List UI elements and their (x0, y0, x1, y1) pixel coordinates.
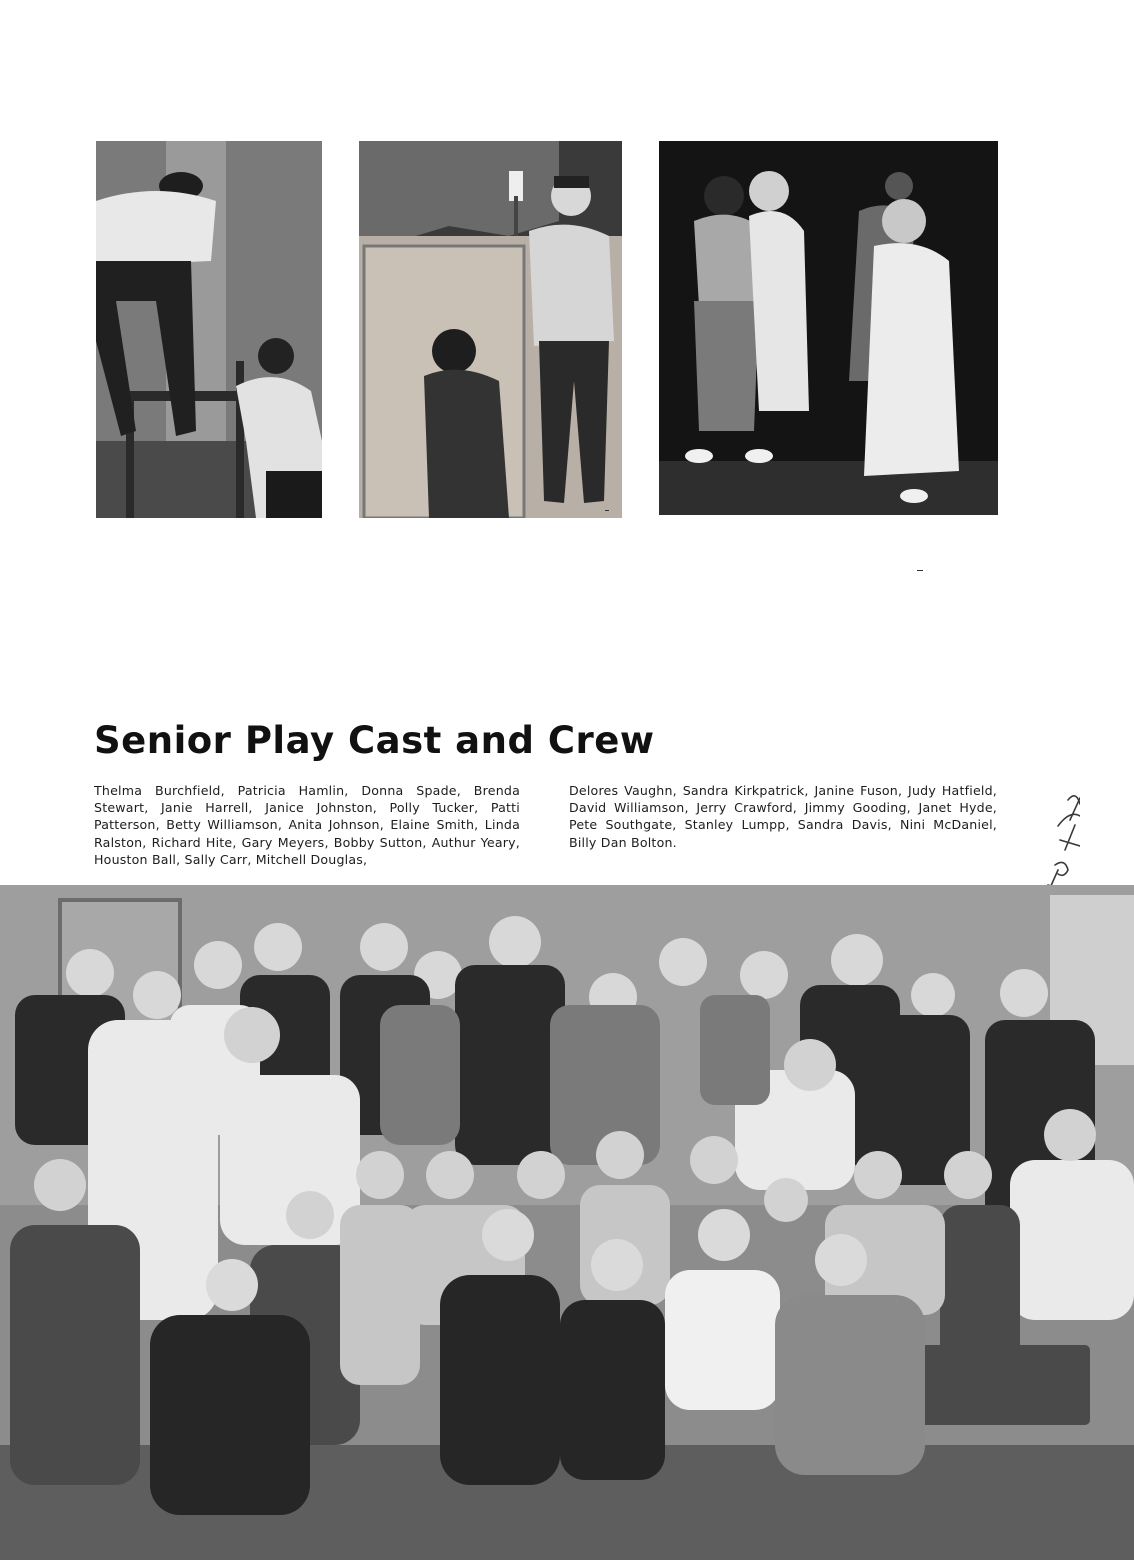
cast-names-column-1: Thelma Burchfield, Patricia Hamlin, Donna Spade, Brenda Stewart, Janie Harrell, Janice Johnston, Polly Tucker, Patti Patterson, Betty Williamson, Anita Johnson, Elaine Smith, Linda Ralston, Richard Hite, Gary Meyers, Bobby Sutton, Authur Yeary, Houston Ball, Sally Carr, Mitchell Douglas, (94, 782, 520, 868)
group-photo-cast-and-crew (0, 885, 1134, 1560)
print-speck (605, 510, 609, 511)
photo-painting-door (359, 141, 622, 518)
print-speck (917, 570, 923, 571)
photo-painting-ladder (96, 141, 322, 518)
photo-play-scene (659, 141, 998, 515)
cast-names-column-2: Delores Vaughn, Sandra Kirkpatrick, Janine Fuson, Judy Hatfield, David Williamson, Jerry Crawford, Jimmy Gooding, Janet Hyde, Pete Southgate, Stanley Lumpp, Sandra Davis, Nini McDaniel, Billy Dan Bolton. (569, 782, 997, 850)
page-title: Senior Play Cast and Crew (94, 718, 655, 762)
